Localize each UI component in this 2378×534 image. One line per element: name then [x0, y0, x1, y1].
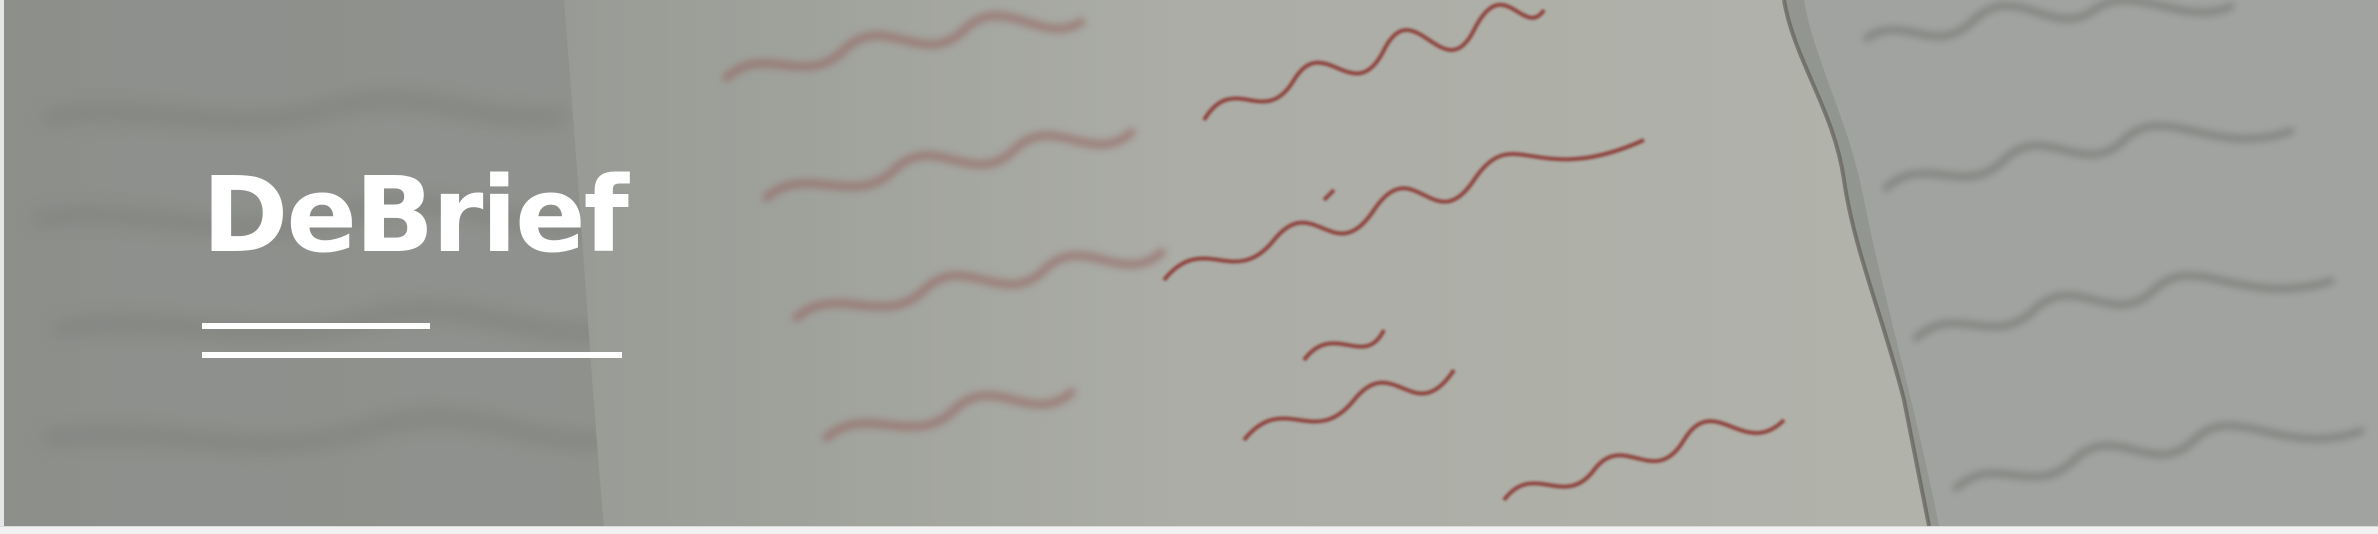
banner-bottom-border: [0, 526, 2378, 534]
title-underline-long: [202, 352, 622, 358]
banner-title: DeBrief: [202, 154, 627, 276]
title-underline-short: [202, 323, 430, 329]
